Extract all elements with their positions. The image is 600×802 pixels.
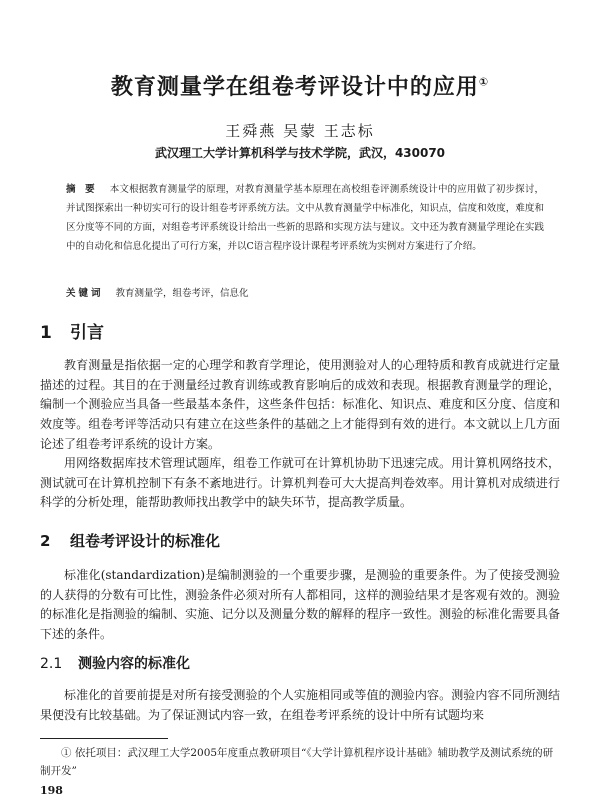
section-1-number: 1 [40,323,52,343]
section-1-heading [40,318,104,343]
paper-title [60,70,540,101]
section-2-heading [40,530,220,551]
section-2-1-paragraph: 标准化的首要前提是对所有接受测验的个人实施相同或等值的测验内容。测验内容不同所测结果便没有比较基础。为了保证测试内容一致，在组卷考评系统的设计中所有试题均来 [40,688,560,722]
paper-affiliation: 武汉理工大学计算机科学与技术学院，武汉，430070 [154,146,446,160]
paper-authors: 王舜燕 吴蒙 王志标 [225,122,375,140]
abstract-label: 摘 要 [66,184,98,195]
section-2-1-number: 2.1 [40,656,63,672]
section-2-number: 2 [40,532,51,550]
footnote: ① 依托项目：武汉理工大学2005年度重点教研项目“《大学计算机程序设计基础》辅助教学及测试系统的研制开发” [40,747,554,777]
section-2-paragraph: 标准化(standardization)是编制测验的一个重要步骤，是测验的重要条件。为了使接受测验的人获得的分数有可比性，测验条件必须对所有人都相同，这样的测验结果才是客观有效的。测验的标准化是指测验的编制、实施、记分以及测量分数的解释的程序一致性。测验的标准化需要具备下述的条件。 [40,568,560,642]
keywords-label: 关键词 [66,288,104,299]
keywords-text: 教育测量学，组卷考评，信息化 [115,288,249,299]
section-1-paragraph: 用网络数据库技术管理试题库，组卷工作就可在计算机协助下迅速完成。用计算机网络技术，测试就可在计算机控制下有条不紊地进行。计算机判卷可大大提高判卷效率。用计算机对成绩进行科学的分析处理，能帮助教师找出教学中的缺失环节，提高教学质量。 [40,456,560,510]
paper-title-text: 教育测量学在组卷考评设计中的应用 [110,75,479,100]
section-2-1-title: 测验内容的标准化 [78,656,190,672]
page-number: 198 [40,784,63,797]
keywords [66,286,544,302]
title-footnote-mark: ① [478,75,490,89]
footnote-divider [40,738,168,739]
abstract [66,180,544,256]
abstract-text: 本文根据教育测量学的原理，对教育测量学基本原理在高校组卷评测系统设计中的应用做了初步探讨，并试图探索出一种切实可行的设计组卷考评系统方法。文中从教育测量学中标准化，知识点，信度和效度，难度和区分度等不同的方面，对组卷考评系统设计给出一些新的思路和实现方法与建议。文中还为教育测量学理论在实践中的自动化和信息化提出了可行方案，并以C语言程序设计课程考评系统为实例对方案进行了介绍。 [66,184,544,252]
section-1-paragraph: 教育测量是指依据一定的心理学和教育学理论，使用测验对人的心理特质和教育成就进行定量描述的过程。其目的在于测量经过教育训练或教育影响后的成效和表现。根据教育测量学的理论，编制一个测验应当具备一些最基本条件，这些条件包括：标准化、知识点、难度和区分度、信度和效度等。组卷考评等活动只有建立在这些条件的基础之上才能得到有效的进行。本文就以上几方面论述了组卷考评系统的设计方案。 [40,358,560,451]
section-2-1-heading [40,653,190,673]
section-1-title: 引言 [70,323,104,343]
section-2-title: 组卷考评设计的标准化 [70,532,221,550]
